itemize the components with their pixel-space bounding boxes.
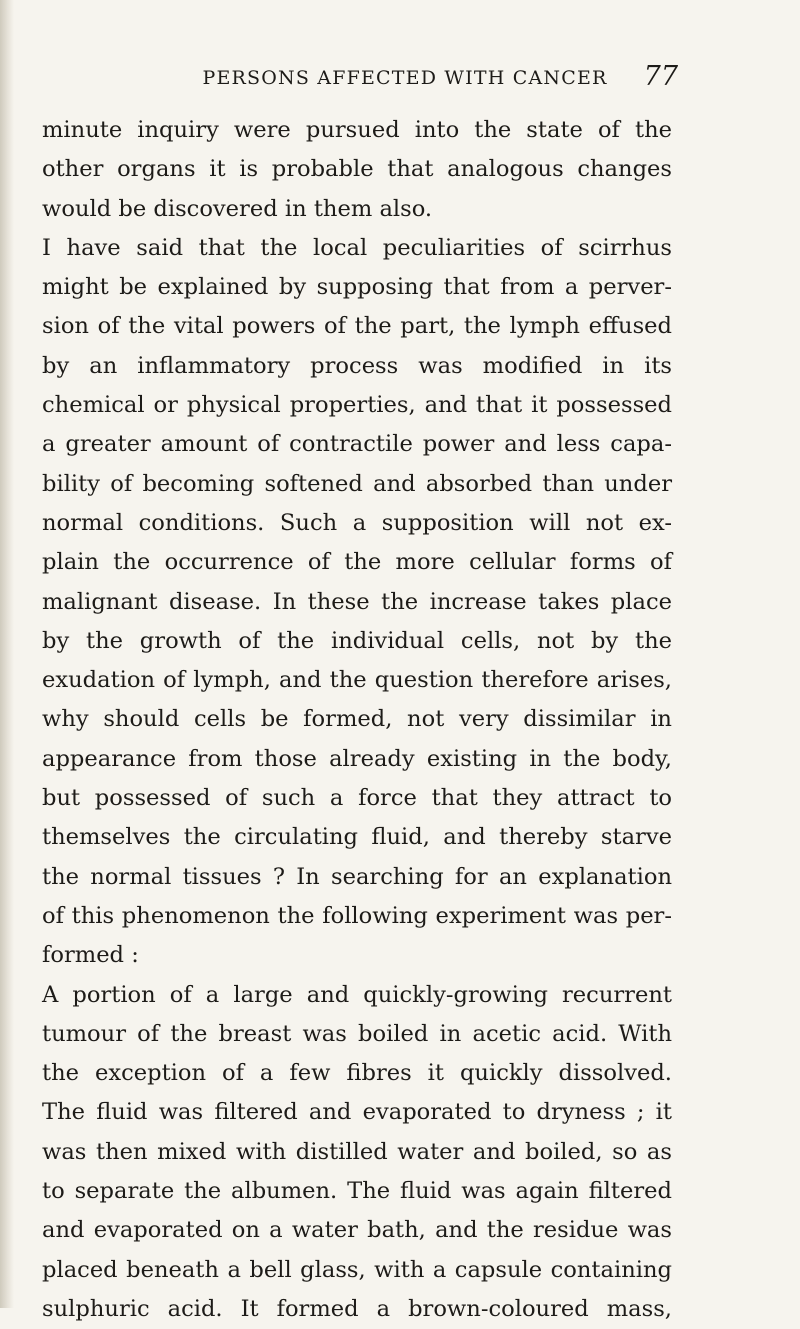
text-line: appearance from those already existing in the body,: [42, 745, 672, 772]
text-line: other organs it is probable that analogous changes: [42, 156, 672, 183]
text-line: but possessed of such a force that they attract to: [42, 785, 672, 812]
text-line: of this phenomenon the following experiment was per-: [42, 902, 672, 929]
text-line: why should cells be formed, not very dissimilar in: [42, 706, 672, 733]
text-line: placed beneath a bell glass, with a capsule containing: [42, 1256, 672, 1283]
text-line: the normal tissues ? In searching for an explanation: [42, 863, 672, 890]
text-line: tumour of the breast was boiled in acetic acid. With: [42, 1020, 672, 1047]
running-head-title: PERSONS AFFECTED WITH CANCER: [202, 67, 608, 89]
text-line: malignant disease. In these the increase takes place: [42, 588, 672, 615]
text-line: by an inflammatory process was modified in its: [42, 352, 672, 379]
text-line: chemical or physical properties, and that it possessed: [42, 392, 672, 419]
page-number: 77: [643, 61, 678, 92]
text-line: would be discovered in them also.: [42, 195, 433, 222]
text-line: a greater amount of contractile power and less capa-: [42, 431, 672, 458]
text-line: The fluid was filtered and evaporated to dryness ; it: [42, 1099, 672, 1126]
text-line: plain the occurrence of the more cellular forms of: [42, 549, 672, 576]
running-head: [0, 61, 800, 98]
body-text: [42, 111, 672, 1329]
text-line: I have said that the local peculiarities of scirrhus: [42, 234, 672, 261]
text-line: the exception of a few fibres it quickly dissolved.: [42, 1060, 672, 1087]
text-line: minute inquiry were pursued into the state of the: [42, 117, 672, 143]
text-line: themselves the circulating fluid, and thereby starve: [42, 824, 672, 851]
text-line: sulphuric acid. It formed a brown-coloured mass,: [42, 1295, 672, 1322]
text-line: exudation of lymph, and the question therefore arises,: [42, 667, 672, 694]
text-line: by the growth of the individual cells, not by the: [42, 627, 672, 654]
text-line: bility of becoming softened and absorbed than under: [42, 470, 672, 497]
text-line: sion of the vital powers of the part, the lymph effused: [42, 313, 672, 340]
text-line: A portion of a large and quickly-growing recurrent: [42, 981, 672, 1008]
text-line: and evaporated on a water bath, and the residue was: [42, 1217, 672, 1244]
text-line: might be explained by supposing that from a perver-: [42, 274, 672, 301]
text-line: was then mixed with distilled water and boiled, so as: [42, 1138, 672, 1165]
text-line: to separate the albumen. The fluid was again filtered: [42, 1178, 672, 1205]
text-line: formed :: [42, 942, 139, 969]
text-line: normal conditions. Such a supposition will not ex-: [42, 509, 672, 536]
